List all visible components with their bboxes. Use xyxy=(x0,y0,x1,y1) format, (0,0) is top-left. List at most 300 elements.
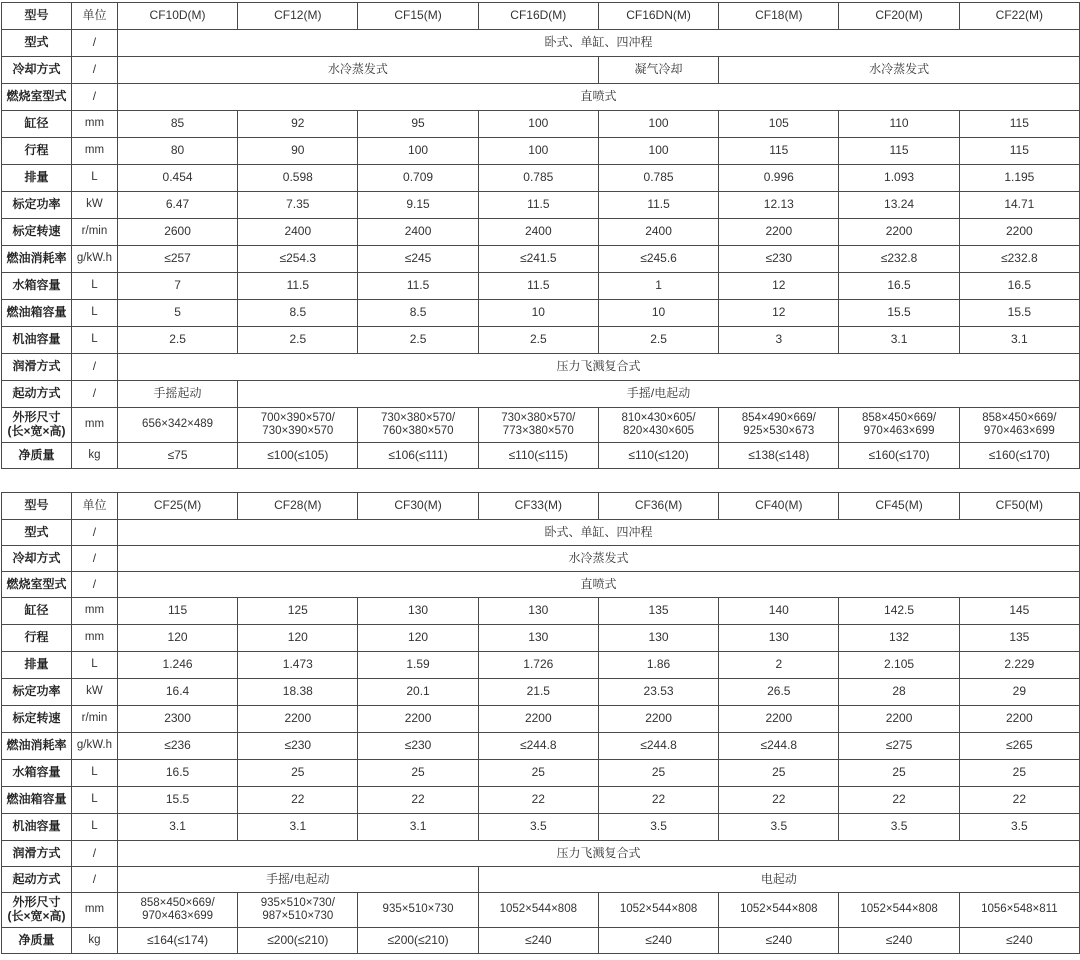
model-cell: CF16D(M) xyxy=(478,3,598,30)
value-cell: 132 xyxy=(839,625,959,652)
spec-table-2 xyxy=(1,492,1080,954)
value-cell: ≤245 xyxy=(358,246,478,273)
value-cell: ≤275 xyxy=(839,733,959,760)
value-cell: 120 xyxy=(117,625,237,652)
value-cell: 压力飞溅复合式 xyxy=(117,841,1079,867)
type-row xyxy=(2,520,1080,546)
value-cell: 2200 xyxy=(478,706,598,733)
row-label: 型式 xyxy=(2,30,72,57)
row-label: 缸径 xyxy=(2,111,72,138)
speed-row xyxy=(2,219,1080,246)
model-cell: CF36(M) xyxy=(598,493,718,520)
row-label: 水箱容量 xyxy=(2,760,72,787)
value-cell: ≤265 xyxy=(959,733,1079,760)
value-cell: ≤244.8 xyxy=(598,733,718,760)
unit-cell: / xyxy=(71,354,117,381)
dim-line: 773×380×570 xyxy=(502,425,574,437)
unit-cell: / xyxy=(71,381,117,408)
value-cell: 135 xyxy=(598,598,718,625)
model-label: 型号 xyxy=(2,3,72,30)
value-cell: 25 xyxy=(358,760,478,787)
value-cell: 110 xyxy=(839,111,959,138)
value-cell: 1.246 xyxy=(117,652,237,679)
dim-line: 700×390×570/ xyxy=(260,411,335,424)
value-cell: 手摇/电起动 xyxy=(117,867,478,893)
value-cell: 2 xyxy=(719,652,839,679)
value-cell: 12 xyxy=(719,300,839,327)
value-cell: ≤164(≤174) xyxy=(117,928,237,954)
value-cell: ≤138(≤148) xyxy=(719,443,839,469)
value-cell: 9.15 xyxy=(358,192,478,219)
value-cell: ≤230 xyxy=(238,733,358,760)
value-cell: 11.5 xyxy=(358,273,478,300)
dim-line: 1052×544×808 xyxy=(860,903,938,916)
model-cell: CF16DN(M) xyxy=(598,3,718,30)
value-cell xyxy=(117,893,237,928)
dim-line: 854×490×669/ xyxy=(741,411,816,424)
value-cell: 115 xyxy=(117,598,237,625)
value-cell: ≤106(≤111) xyxy=(358,443,478,469)
row-label: 行程 xyxy=(2,625,72,652)
row-label: 燃油消耗率 xyxy=(2,733,72,760)
row-label: 缸径 xyxy=(2,598,72,625)
unit-cell: kg xyxy=(71,443,117,469)
value-cell: 100 xyxy=(598,111,718,138)
model-cell: CF30(M) xyxy=(358,493,478,520)
model-cell: CF28(M) xyxy=(238,493,358,520)
value-cell: 16.4 xyxy=(117,679,237,706)
value-cell xyxy=(719,408,839,443)
value-cell: 3.5 xyxy=(478,814,598,841)
value-cell: 11.5 xyxy=(478,192,598,219)
value-cell: 2200 xyxy=(839,706,959,733)
water-tank-row xyxy=(2,760,1080,787)
value-cell: ≤160(≤170) xyxy=(839,443,959,469)
value-cell: 2.5 xyxy=(117,327,237,354)
speed-row xyxy=(2,706,1080,733)
value-cell: 28 xyxy=(839,679,959,706)
value-cell: 10 xyxy=(598,300,718,327)
row-label: 燃油消耗率 xyxy=(2,246,72,273)
value-cell: 14.71 xyxy=(959,192,1079,219)
value-cell: 2200 xyxy=(358,706,478,733)
value-cell: 3.1 xyxy=(117,814,237,841)
value-cell: 100 xyxy=(478,111,598,138)
dim-line: 1052×544×808 xyxy=(499,903,577,916)
value-cell: 压力飞溅复合式 xyxy=(117,354,1079,381)
value-cell: 16.5 xyxy=(839,273,959,300)
value-cell: 2200 xyxy=(719,706,839,733)
value-cell xyxy=(358,893,478,928)
stroke-row xyxy=(2,138,1080,165)
value-cell: 23.53 xyxy=(598,679,718,706)
value-cell xyxy=(839,408,959,443)
value-cell: ≤240 xyxy=(598,928,718,954)
value-cell: 1 xyxy=(598,273,718,300)
value-cell: 1.726 xyxy=(478,652,598,679)
value-cell: 130 xyxy=(358,598,478,625)
row-label: 燃油箱容量 xyxy=(2,300,72,327)
value-cell: 3.1 xyxy=(839,327,959,354)
value-cell: 25 xyxy=(238,760,358,787)
value-cell: 140 xyxy=(719,598,839,625)
unit-cell: / xyxy=(71,841,117,867)
row-label: 标定功率 xyxy=(2,192,72,219)
value-cell: 10 xyxy=(478,300,598,327)
model-cell: CF20(M) xyxy=(839,3,959,30)
unit-cell: r/min xyxy=(71,219,117,246)
value-cell: 12 xyxy=(719,273,839,300)
mass-row xyxy=(2,443,1080,469)
model-cell: CF18(M) xyxy=(719,3,839,30)
value-cell: 水冷蒸发式 xyxy=(719,57,1080,84)
value-cell: 130 xyxy=(598,625,718,652)
value-cell: 115 xyxy=(719,138,839,165)
value-cell: 3 xyxy=(719,327,839,354)
value-cell: 105 xyxy=(719,111,839,138)
unit-cell: / xyxy=(71,57,117,84)
unit-cell: mm xyxy=(71,138,117,165)
dim-line: 1056×548×811 xyxy=(981,903,1058,916)
value-cell: 1.093 xyxy=(839,165,959,192)
model-cell: CF40(M) xyxy=(719,493,839,520)
value-cell: ≤200(≤210) xyxy=(358,928,478,954)
row-label: 机油容量 xyxy=(2,327,72,354)
unit-cell: / xyxy=(71,520,117,546)
dim-line: 1052×544×808 xyxy=(740,903,818,916)
value-cell: 2.5 xyxy=(238,327,358,354)
value-cell: 2200 xyxy=(959,219,1079,246)
model-cell: CF12(M) xyxy=(238,3,358,30)
value-cell: 2300 xyxy=(117,706,237,733)
model-label: 型号 xyxy=(2,493,72,520)
start-row xyxy=(2,381,1080,408)
value-cell: 2600 xyxy=(117,219,237,246)
model-cell: CF22(M) xyxy=(959,3,1079,30)
value-cell: 16.5 xyxy=(959,273,1079,300)
lubrication-row xyxy=(2,841,1080,867)
value-cell: 2.229 xyxy=(959,652,1079,679)
value-cell: ≤75 xyxy=(117,443,237,469)
fuel-rate-row xyxy=(2,246,1080,273)
value-cell: ≤200(≤210) xyxy=(238,928,358,954)
fuel-rate-row xyxy=(2,733,1080,760)
unit-cell: L xyxy=(71,165,117,192)
value-cell: 3.1 xyxy=(238,814,358,841)
value-cell: 85 xyxy=(117,111,237,138)
unit-cell: mm xyxy=(71,893,117,928)
value-cell xyxy=(478,408,598,443)
row-label: 排量 xyxy=(2,165,72,192)
value-cell: 2400 xyxy=(598,219,718,246)
unit-cell: L xyxy=(71,787,117,814)
value-cell: 135 xyxy=(959,625,1079,652)
label-line: 外形尺寸 xyxy=(12,410,61,425)
model-cell: CF33(M) xyxy=(478,493,598,520)
unit-cell: / xyxy=(71,546,117,572)
value-cell: 1.86 xyxy=(598,652,718,679)
value-cell: 11.5 xyxy=(598,192,718,219)
row-label: 燃油箱容量 xyxy=(2,787,72,814)
start-row xyxy=(2,867,1080,893)
row-label: 排量 xyxy=(2,652,72,679)
fuel-tank-row xyxy=(2,787,1080,814)
value-cell: 手摇/电起动 xyxy=(238,381,1080,408)
unit-cell: mm xyxy=(71,408,117,443)
dim-line: 970×463×699 xyxy=(983,425,1055,437)
value-cell: 25 xyxy=(478,760,598,787)
type-row xyxy=(2,30,1080,57)
displacement-row xyxy=(2,165,1080,192)
water-tank-row xyxy=(2,273,1080,300)
value-cell: 0.996 xyxy=(719,165,839,192)
value-cell: 2200 xyxy=(719,219,839,246)
dim-line: 858×450×669/ xyxy=(861,411,937,424)
row-label xyxy=(2,408,72,443)
unit-cell: kW xyxy=(71,192,117,219)
value-cell: 92 xyxy=(238,111,358,138)
value-cell: 22 xyxy=(478,787,598,814)
unit-cell: mm xyxy=(71,111,117,138)
dim-line: 656×342×489 xyxy=(142,418,214,431)
row-label: 机油容量 xyxy=(2,814,72,841)
unit-cell: r/min xyxy=(71,706,117,733)
unit-cell: mm xyxy=(71,598,117,625)
value-cell: 22 xyxy=(598,787,718,814)
value-cell: 0.454 xyxy=(117,165,237,192)
model-cell: CF10D(M) xyxy=(117,3,237,30)
value-cell: 26.5 xyxy=(719,679,839,706)
oil-row xyxy=(2,327,1080,354)
value-cell: 1.195 xyxy=(959,165,1079,192)
mass-row xyxy=(2,928,1080,954)
value-cell: ≤230 xyxy=(719,246,839,273)
value-cell: 3.5 xyxy=(959,814,1079,841)
unit-cell: mm xyxy=(71,625,117,652)
value-cell xyxy=(598,893,718,928)
unit-cell: / xyxy=(71,84,117,111)
value-cell: 22 xyxy=(839,787,959,814)
dim-line: 935×510×730 xyxy=(382,903,454,916)
dim-line: 858×450×669/ xyxy=(140,896,215,909)
model-cell: CF50(M) xyxy=(959,493,1079,520)
value-cell: ≤241.5 xyxy=(478,246,598,273)
fuel-tank-row xyxy=(2,300,1080,327)
value-cell: 25 xyxy=(959,760,1079,787)
unit-cell: kW xyxy=(71,679,117,706)
value-cell: ≤240 xyxy=(839,928,959,954)
row-label: 起动方式 xyxy=(2,381,72,408)
row-label: 行程 xyxy=(2,138,72,165)
bore-row xyxy=(2,598,1080,625)
value-cell: ≤100(≤105) xyxy=(238,443,358,469)
value-cell: 3.1 xyxy=(358,814,478,841)
value-cell: 6.47 xyxy=(117,192,237,219)
value-cell: 125 xyxy=(238,598,358,625)
value-cell: 2.5 xyxy=(598,327,718,354)
dimensions-row xyxy=(2,893,1080,928)
value-cell: 2200 xyxy=(839,219,959,246)
value-cell: ≤244.8 xyxy=(478,733,598,760)
dim-line: 1052×544×808 xyxy=(619,903,698,916)
value-cell: 手摇起动 xyxy=(117,381,237,408)
row-label: 净质量 xyxy=(2,443,72,469)
row-label: 标定功率 xyxy=(2,679,72,706)
value-cell xyxy=(238,408,358,443)
row-label: 冷却方式 xyxy=(2,57,72,84)
dim-line: 760×380×570 xyxy=(382,425,454,437)
value-cell: ≤244.8 xyxy=(719,733,839,760)
value-cell: 90 xyxy=(238,138,358,165)
value-cell: 2400 xyxy=(238,219,358,246)
row-label: 燃烧室型式 xyxy=(2,572,72,598)
dim-line: 730×390×570 xyxy=(262,425,334,437)
header-row xyxy=(2,493,1080,520)
value-cell: 3.5 xyxy=(839,814,959,841)
value-cell: 95 xyxy=(358,111,478,138)
value-cell: 100 xyxy=(358,138,478,165)
value-cell: ≤257 xyxy=(117,246,237,273)
value-cell: ≤232.8 xyxy=(959,246,1079,273)
value-cell: 25 xyxy=(719,760,839,787)
value-cell xyxy=(839,893,959,928)
row-label: 水箱容量 xyxy=(2,273,72,300)
value-cell: 水冷蒸发式 xyxy=(117,57,598,84)
value-cell: 25 xyxy=(839,760,959,787)
cooling-row xyxy=(2,546,1080,572)
dim-line: 970×463×699 xyxy=(142,910,214,922)
stroke-row xyxy=(2,625,1080,652)
value-cell: 18.38 xyxy=(238,679,358,706)
value-cell: 直喷式 xyxy=(117,572,1079,598)
value-cell: ≤160(≤170) xyxy=(959,443,1079,469)
dim-line: 820×430×605 xyxy=(623,425,695,437)
value-cell: 7 xyxy=(117,273,237,300)
value-cell: ≤254.3 xyxy=(238,246,358,273)
value-cell xyxy=(959,408,1079,443)
value-cell: ≤240 xyxy=(719,928,839,954)
value-cell: 100 xyxy=(478,138,598,165)
value-cell: 22 xyxy=(238,787,358,814)
unit-cell: L xyxy=(71,327,117,354)
lubrication-row xyxy=(2,354,1080,381)
value-cell: 11.5 xyxy=(478,273,598,300)
value-cell: 100 xyxy=(598,138,718,165)
value-cell: 115 xyxy=(959,138,1079,165)
value-cell: 0.598 xyxy=(238,165,358,192)
unit-cell: g/kW.h xyxy=(71,733,117,760)
value-cell: ≤110(≤120) xyxy=(598,443,718,469)
value-cell: 25 xyxy=(598,760,718,787)
value-cell: ≤232.8 xyxy=(839,246,959,273)
unit-cell: L xyxy=(71,814,117,841)
value-cell: 0.785 xyxy=(478,165,598,192)
row-label: 型式 xyxy=(2,520,72,546)
label-line: (长×宽×高) xyxy=(7,909,66,923)
row-label: 标定转速 xyxy=(2,219,72,246)
dim-line: 925×530×673 xyxy=(743,425,815,437)
value-cell: ≤240 xyxy=(959,928,1079,954)
value-cell: 22 xyxy=(719,787,839,814)
value-cell: 22 xyxy=(358,787,478,814)
row-label: 净质量 xyxy=(2,928,72,954)
combustion-row xyxy=(2,572,1080,598)
row-label: 润滑方式 xyxy=(2,841,72,867)
unit-cell: / xyxy=(71,867,117,893)
value-cell: 2200 xyxy=(598,706,718,733)
value-cell: 2.5 xyxy=(358,327,478,354)
unit-cell: / xyxy=(71,30,117,57)
dim-line: 858×450×669/ xyxy=(982,411,1057,424)
label-line: (长×宽×高) xyxy=(7,424,66,438)
value-cell: 0.785 xyxy=(598,165,718,192)
value-cell: 142.5 xyxy=(839,598,959,625)
value-cell: 直喷式 xyxy=(117,84,1079,111)
value-cell: 13.24 xyxy=(839,192,959,219)
value-cell: 1.59 xyxy=(358,652,478,679)
value-cell: 2400 xyxy=(478,219,598,246)
dim-line: 935×510×730/ xyxy=(260,896,335,909)
value-cell: ≤245.6 xyxy=(598,246,718,273)
value-cell: 145 xyxy=(959,598,1079,625)
dim-line: 810×430×605/ xyxy=(621,411,696,424)
value-cell: ≤110(≤115) xyxy=(478,443,598,469)
unit-cell: L xyxy=(71,760,117,787)
cooling-row xyxy=(2,57,1080,84)
dim-line: 987×510×730 xyxy=(262,910,334,922)
value-cell: 22 xyxy=(959,787,1079,814)
unit-cell: L xyxy=(71,652,117,679)
value-cell: 15.5 xyxy=(117,787,237,814)
value-cell: 80 xyxy=(117,138,237,165)
displacement-row xyxy=(2,652,1080,679)
value-cell xyxy=(238,893,358,928)
value-cell: 11.5 xyxy=(238,273,358,300)
bore-row xyxy=(2,111,1080,138)
value-cell xyxy=(358,408,478,443)
unit-cell: kg xyxy=(71,928,117,954)
value-cell: 20.1 xyxy=(358,679,478,706)
unit-label: 单位 xyxy=(71,493,117,520)
value-cell: 电起动 xyxy=(478,867,1079,893)
value-cell: 21.5 xyxy=(478,679,598,706)
value-cell xyxy=(117,408,237,443)
value-cell xyxy=(959,893,1079,928)
row-label: 燃烧室型式 xyxy=(2,84,72,111)
value-cell: 8.5 xyxy=(358,300,478,327)
row-label: 润滑方式 xyxy=(2,354,72,381)
model-cell: CF15(M) xyxy=(358,3,478,30)
unit-cell: / xyxy=(71,572,117,598)
value-cell: 130 xyxy=(719,625,839,652)
value-cell: 2200 xyxy=(238,706,358,733)
value-cell: 2.5 xyxy=(478,327,598,354)
row-label: 冷却方式 xyxy=(2,546,72,572)
dimensions-row xyxy=(2,408,1080,443)
unit-cell: L xyxy=(71,300,117,327)
value-cell: 15.5 xyxy=(959,300,1079,327)
value-cell: 120 xyxy=(238,625,358,652)
value-cell: 12.13 xyxy=(719,192,839,219)
label-line: 外形尺寸 xyxy=(12,895,61,910)
model-cell: CF45(M) xyxy=(839,493,959,520)
value-cell: 15.5 xyxy=(839,300,959,327)
value-cell: 7.35 xyxy=(238,192,358,219)
power-row xyxy=(2,192,1080,219)
value-cell: 2.105 xyxy=(839,652,959,679)
value-cell: ≤236 xyxy=(117,733,237,760)
value-cell: 8.5 xyxy=(238,300,358,327)
